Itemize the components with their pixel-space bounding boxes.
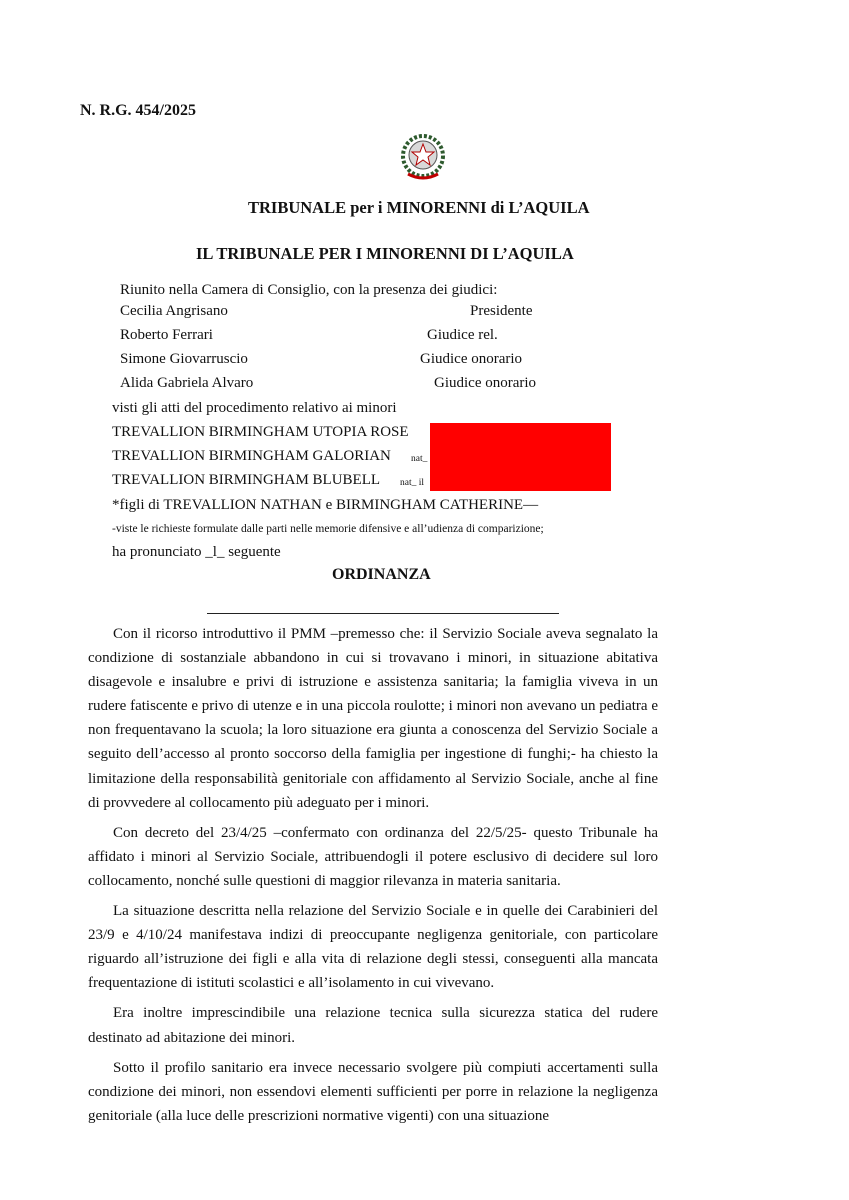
paragraph: Con il ricorso introduttivo il PMM –premesso che: il Servizio Sociale aveva segnalato la condizione di sostanziale abbandono in cui si trovavano i minori, in situazione abitativa disagevole e insalubre e privi di istruzione e assistenza sanitaria; la famiglia viveva in un rudere fatiscente e privo di utenze e in una piccola roulotte; i minori non avevano un pediatra e non frequentavano la scuola; la loro situazione era giunta a conoscenza del Servizio Sociale a seguito dell’accesso al pronto soccorso della famiglia per ingestione di funghi;- ha chiesto la limitazione della responsabilità genitoriale con affidamento al Servizio Sociale, anche al fine di provvedere al collocamento più adeguato per i minori. xyxy=(88,626,658,811)
minor-name: TREVALLION BIRMINGHAM UTOPIA ROSE xyxy=(112,424,409,440)
paragraph: La situazione descritta nella relazione del Servizio Sociale e in quelle dei Carabinieri del 23/9 e 4/10/24 manifestava indizi di preoccupante negligenza genitoriale, con particolare riguardo all’istruzione dei figli e alla vita di relazione degli stessi, conseguenti alla mancata frequentazione di istituti scolastici e all’isolamento in cui vivevano. xyxy=(88,903,658,992)
judge-name: Roberto Ferrari xyxy=(120,327,213,343)
paragraph: Con decreto del 23/4/25 –confermato con ordinanza del 22/5/25- questo Tribunale ha affidato i minori al Servizio Sociale, attribuendogli il potere esclusivo di decidere sul loro collocamento, nonché sulle questioni di maggior rilevanza in materia sanitaria. xyxy=(88,824,658,889)
judge-role: Giudice onorario xyxy=(434,375,537,391)
minor-name: TREVALLION BIRMINGHAM GALORIAN xyxy=(112,448,391,464)
redaction-box xyxy=(430,423,611,491)
body-text xyxy=(88,622,658,1134)
pronounced-line: ha pronunciato _l_ seguente xyxy=(112,544,281,560)
judge-name: Simone Giovarruscio xyxy=(120,351,248,367)
paragraph: Sotto il profilo sanitario era invece necessario svolgere più compiuti accertamenti sulla condizione dei minori, non essendovi elementi sufficienti per porre in relazione la negligenza genitoriale (alla luce delle prescrizioni normative vigenti) con una situazione xyxy=(88,1059,658,1124)
judge-role: Presidente xyxy=(470,303,533,319)
case-number: N. R.G. 454/2025 xyxy=(80,102,196,119)
panel-intro: Riunito nella Camera di Consiglio, con la presenza dei giudici: xyxy=(120,282,498,298)
requests-line: -viste le richieste formulate dalle parti nelle memorie difensive e all’udienza di comparizione; xyxy=(112,523,544,535)
judge-role: Giudice onorario xyxy=(420,351,523,367)
judge-role: Giudice rel. xyxy=(427,327,498,343)
document-title: ORDINANZA xyxy=(332,566,431,583)
emblem-icon xyxy=(398,130,448,184)
judge-name: Alida Gabriela Alvaro xyxy=(120,375,254,391)
court-title: TRIBUNALE per i MINORENNI di L’AQUILA xyxy=(248,198,590,217)
minors-intro: visti gli atti del procedimento relativo ai minori xyxy=(112,400,397,416)
parents-line: *figli di TREVALLION NATHAN e BIRMINGHAM CATHERINE— xyxy=(112,497,539,513)
paragraph: Era inoltre imprescindibile una relazione tecnica sulla sicurezza statica del rudere destinato ad abitazione dei minori. xyxy=(88,1005,658,1046)
court-subtitle: IL TRIBUNALE PER I MINORENNI DI L’AQUILA xyxy=(196,244,574,263)
minor-name: TREVALLION BIRMINGHAM BLUBELL xyxy=(112,472,381,488)
judge-name: Cecilia Angrisano xyxy=(120,303,228,319)
birth-note: nat_ xyxy=(411,454,428,464)
birth-note: nat_ il xyxy=(400,478,425,488)
title-divider xyxy=(207,613,559,614)
